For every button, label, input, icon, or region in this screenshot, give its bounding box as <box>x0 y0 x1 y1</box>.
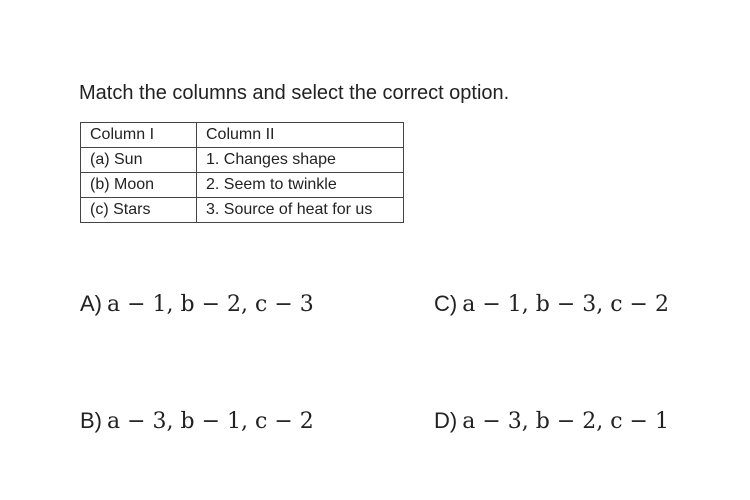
table-cell: (c) Stars <box>81 198 197 223</box>
option-text: a − 1, b − 2, c − 3 <box>107 292 314 317</box>
table-row <box>81 173 404 198</box>
table-cell: (a) Sun <box>81 148 197 173</box>
option-text: a − 1, b − 3, c − 2 <box>462 292 669 317</box>
option-text: a − 3, b − 1, c − 2 <box>107 409 314 434</box>
table-cell: 2. Seem to twinkle <box>197 173 404 198</box>
match-table <box>80 122 404 223</box>
option-c[interactable] <box>434 291 669 317</box>
option-b[interactable] <box>80 408 314 434</box>
column-header: Column II <box>197 123 404 148</box>
table-cell: 1. Changes shape <box>197 148 404 173</box>
option-letter: D) <box>434 408 458 433</box>
table-row <box>81 148 404 173</box>
table-cell: 3. Source of heat for us <box>197 198 404 223</box>
question-text: Match the columns and select the correct option. <box>79 82 510 104</box>
option-a[interactable] <box>80 291 314 317</box>
option-text: a − 3, b − 2, c − 1 <box>462 409 669 434</box>
option-letter: A) <box>80 291 102 316</box>
table-header-row <box>81 123 404 148</box>
option-letter: B) <box>80 408 102 433</box>
column-header: Column I <box>81 123 197 148</box>
table-cell: (b) Moon <box>81 173 197 198</box>
option-letter: C) <box>434 291 458 316</box>
table-row <box>81 198 404 223</box>
option-d[interactable] <box>434 408 669 434</box>
